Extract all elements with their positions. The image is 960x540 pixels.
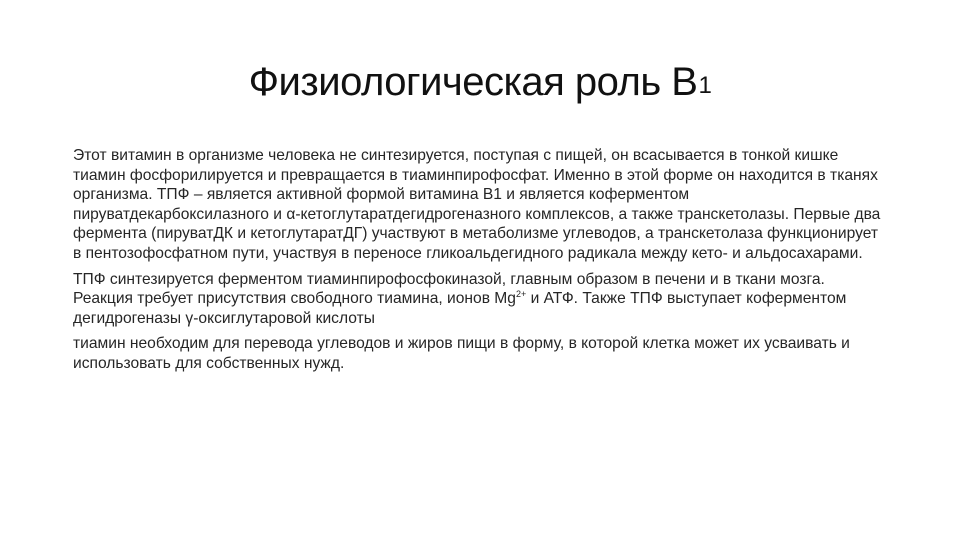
paragraph-2-superscript: 2+	[515, 288, 527, 299]
slide-title-subscript: 1	[698, 72, 712, 99]
paragraph-3: тиамин необходим для перевода углеводов и жиров пищи в форму, в которой клетка может их усваивать и использовать для собственных нужд.	[73, 335, 850, 372]
paragraph-2-before: ТПФ синтезируется ферментом тиаминпирофосфокиназой, главным образом в печени и в ткани мозга. Реакция требует присутствия свободного тиамина, ионов Mg	[73, 270, 825, 308]
slide-title-main: Физиологическая роль В	[248, 60, 698, 104]
paragraph-1: Этот витамин в организме человека не синтезируется, поступая с пищей, он всасывается в тонкой кишке тиамин фосфорилируется и превращается в тиаминпирофосфат. Именно в этой форме он находится в тканях организма. ТПФ – является активной формой витамина В1 и является коферментом пируватдекарбоксилазного и α-кетоглутаратдегидрогеназного комплексов, а также транскетолазы. Первые два фермента (пируватДК и кетоглутаратДГ) участвуют в метаболизме углеводов, а транскетолаза функционирует в пентозофосфатном пути, участвуя в переносе гликоальдегидного радикала между кето- и альдосахарами.	[73, 147, 881, 262]
paragraph-2	[73, 270, 881, 329]
slide-title	[0, 58, 960, 112]
slide-body	[73, 146, 881, 380]
paragraph-2-after: и АТФ. Также ТПФ выступает коферментом дегидрогеназы γ-оксиглутаровой кислоты	[73, 290, 847, 327]
